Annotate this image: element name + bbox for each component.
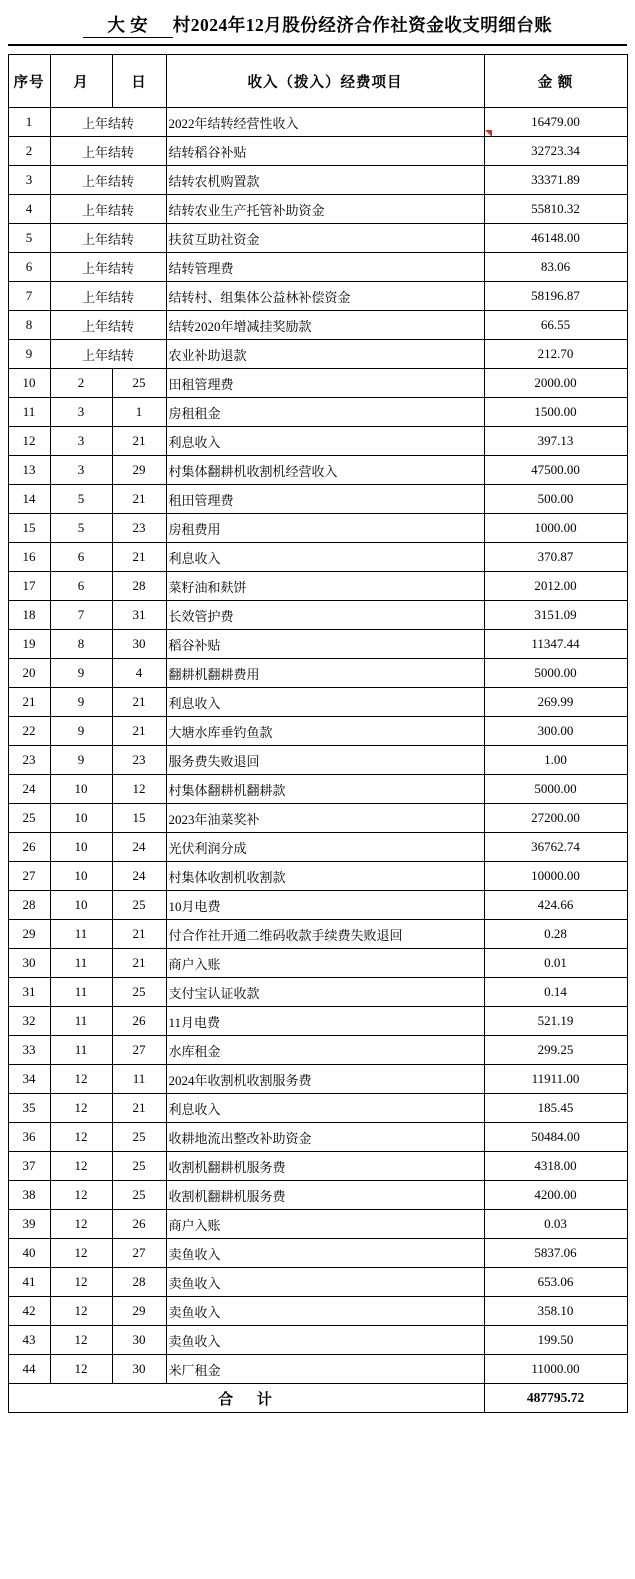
cell-amount: 10000.00 bbox=[484, 862, 627, 891]
cell-amount: 300.00 bbox=[484, 717, 627, 746]
cell-amount: 521.19 bbox=[484, 1007, 627, 1036]
table-row bbox=[8, 717, 627, 746]
cell-item: 11月电费 bbox=[166, 1007, 484, 1036]
cell-carryover: 上年结转 bbox=[50, 311, 166, 340]
cell-seq: 2 bbox=[8, 137, 50, 166]
cell-amount: 27200.00 bbox=[484, 804, 627, 833]
table-row bbox=[8, 224, 627, 253]
cell-amount: 11911.00 bbox=[484, 1065, 627, 1094]
cell-item: 利息收入 bbox=[166, 543, 484, 572]
cell-month: 12 bbox=[50, 1181, 112, 1210]
table-row bbox=[8, 369, 627, 398]
cell-day: 21 bbox=[112, 688, 166, 717]
cell-item: 稻谷补贴 bbox=[166, 630, 484, 659]
cell-seq: 4 bbox=[8, 195, 50, 224]
cell-item: 卖鱼收入 bbox=[166, 1326, 484, 1355]
cell-item: 扶贫互助社资金 bbox=[166, 224, 484, 253]
cell-seq: 24 bbox=[8, 775, 50, 804]
cell-item: 长效管护费 bbox=[166, 601, 484, 630]
village-name-blank: 大 安 bbox=[83, 12, 173, 38]
cell-amount: 199.50 bbox=[484, 1326, 627, 1355]
cell-seq: 21 bbox=[8, 688, 50, 717]
cell-amount: 4200.00 bbox=[484, 1181, 627, 1210]
cell-month: 3 bbox=[50, 456, 112, 485]
column-header-amount: 金 额 bbox=[484, 55, 627, 108]
cell-amount: 36762.74 bbox=[484, 833, 627, 862]
cell-carryover: 上年结转 bbox=[50, 340, 166, 369]
table-row bbox=[8, 746, 627, 775]
cell-item: 水库租金 bbox=[166, 1036, 484, 1065]
cell-item: 商户入账 bbox=[166, 949, 484, 978]
cell-seq: 34 bbox=[8, 1065, 50, 1094]
cell-month: 9 bbox=[50, 717, 112, 746]
cell-amount: 0.14 bbox=[484, 978, 627, 1007]
cell-month: 5 bbox=[50, 514, 112, 543]
cell-amount: 50484.00 bbox=[484, 1123, 627, 1152]
cell-amount: 33371.89 bbox=[484, 166, 627, 195]
cell-seq: 20 bbox=[8, 659, 50, 688]
table-row bbox=[8, 804, 627, 833]
cell-seq: 9 bbox=[8, 340, 50, 369]
cell-month: 6 bbox=[50, 543, 112, 572]
cell-carryover: 上年结转 bbox=[50, 108, 166, 137]
cell-day: 23 bbox=[112, 746, 166, 775]
cell-seq: 36 bbox=[8, 1123, 50, 1152]
cell-item: 翻耕机翻耕费用 bbox=[166, 659, 484, 688]
table-footer bbox=[8, 1384, 627, 1413]
cell-day: 4 bbox=[112, 659, 166, 688]
cell-day: 25 bbox=[112, 978, 166, 1007]
table-row bbox=[8, 427, 627, 456]
cell-month: 12 bbox=[50, 1152, 112, 1181]
table-row bbox=[8, 1297, 627, 1326]
cell-amount: 47500.00 bbox=[484, 456, 627, 485]
cell-month: 6 bbox=[50, 572, 112, 601]
cell-seq: 43 bbox=[8, 1326, 50, 1355]
cell-amount: 32723.34 bbox=[484, 137, 627, 166]
cell-month: 12 bbox=[50, 1065, 112, 1094]
table-row bbox=[8, 1007, 627, 1036]
cell-item: 利息收入 bbox=[166, 688, 484, 717]
cell-day: 26 bbox=[112, 1210, 166, 1239]
cell-amount: 3151.09 bbox=[484, 601, 627, 630]
table-row bbox=[8, 891, 627, 920]
cell-amount: 55810.32 bbox=[484, 195, 627, 224]
cell-item: 结转管理费 bbox=[166, 253, 484, 282]
table-row bbox=[8, 485, 627, 514]
cell-month: 3 bbox=[50, 398, 112, 427]
table-row bbox=[8, 572, 627, 601]
column-header-month: 月 bbox=[50, 55, 112, 108]
table-row bbox=[8, 630, 627, 659]
cell-month: 12 bbox=[50, 1094, 112, 1123]
table-row bbox=[8, 398, 627, 427]
cell-day: 1 bbox=[112, 398, 166, 427]
cell-item: 租田管理费 bbox=[166, 485, 484, 514]
table-row bbox=[8, 920, 627, 949]
cell-item: 付合作社开通二维码收款手续费失败退回 bbox=[166, 920, 484, 949]
table-row bbox=[8, 659, 627, 688]
cell-amount: 83.06 bbox=[484, 253, 627, 282]
cell-amount: 653.06 bbox=[484, 1268, 627, 1297]
table-row bbox=[8, 688, 627, 717]
table-header-row bbox=[8, 55, 627, 108]
table-row bbox=[8, 1210, 627, 1239]
cell-month: 9 bbox=[50, 659, 112, 688]
table-row bbox=[8, 253, 627, 282]
cell-day: 24 bbox=[112, 833, 166, 862]
cell-month: 10 bbox=[50, 775, 112, 804]
cell-amount: 500.00 bbox=[484, 485, 627, 514]
cell-amount: 11000.00 bbox=[484, 1355, 627, 1384]
cell-day: 11 bbox=[112, 1065, 166, 1094]
table-row bbox=[8, 282, 627, 311]
cell-day: 21 bbox=[112, 717, 166, 746]
cell-seq: 7 bbox=[8, 282, 50, 311]
cell-seq: 22 bbox=[8, 717, 50, 746]
cell-seq: 10 bbox=[8, 369, 50, 398]
cell-amount: 4318.00 bbox=[484, 1152, 627, 1181]
cell-seq: 18 bbox=[8, 601, 50, 630]
cell-seq: 8 bbox=[8, 311, 50, 340]
cell-item: 服务费失败退回 bbox=[166, 746, 484, 775]
cell-item: 结转农业生产托管补助资金 bbox=[166, 195, 484, 224]
cell-amount: 46148.00 bbox=[484, 224, 627, 253]
cell-seq: 25 bbox=[8, 804, 50, 833]
table-header bbox=[8, 55, 627, 108]
cell-day: 15 bbox=[112, 804, 166, 833]
cell-amount: 2000.00 bbox=[484, 369, 627, 398]
cell-seq: 28 bbox=[8, 891, 50, 920]
cell-item: 2024年收割机收割服务费 bbox=[166, 1065, 484, 1094]
cell-day: 29 bbox=[112, 1297, 166, 1326]
table-row bbox=[8, 1268, 627, 1297]
cell-seq: 32 bbox=[8, 1007, 50, 1036]
cell-item: 利息收入 bbox=[166, 1094, 484, 1123]
cell-day: 21 bbox=[112, 543, 166, 572]
table-row bbox=[8, 166, 627, 195]
cell-day: 31 bbox=[112, 601, 166, 630]
cell-seq: 33 bbox=[8, 1036, 50, 1065]
cell-month: 8 bbox=[50, 630, 112, 659]
cell-amount: 1.00 bbox=[484, 746, 627, 775]
cell-day: 27 bbox=[112, 1239, 166, 1268]
cell-amount: 66.55 bbox=[484, 311, 627, 340]
cell-day: 26 bbox=[112, 1007, 166, 1036]
cell-month: 12 bbox=[50, 1239, 112, 1268]
cell-item: 田租管理费 bbox=[166, 369, 484, 398]
cell-carryover: 上年结转 bbox=[50, 253, 166, 282]
page-title-text: 村2024年12月股份经济合作社资金收支明细台账 bbox=[172, 15, 553, 35]
cell-day: 30 bbox=[112, 1355, 166, 1384]
cell-item: 农业补助退款 bbox=[166, 340, 484, 369]
table-row bbox=[8, 978, 627, 1007]
table-row bbox=[8, 949, 627, 978]
cell-month: 11 bbox=[50, 1007, 112, 1036]
table-row bbox=[8, 1326, 627, 1355]
cell-month: 10 bbox=[50, 862, 112, 891]
cell-day: 30 bbox=[112, 630, 166, 659]
cell-month: 11 bbox=[50, 949, 112, 978]
table-row bbox=[8, 456, 627, 485]
cell-day: 25 bbox=[112, 1123, 166, 1152]
cell-day: 21 bbox=[112, 920, 166, 949]
table-row bbox=[8, 1181, 627, 1210]
cell-day: 21 bbox=[112, 427, 166, 456]
cell-amount: 5837.06 bbox=[484, 1239, 627, 1268]
cell-amount: 1000.00 bbox=[484, 514, 627, 543]
cell-amount: 370.87 bbox=[484, 543, 627, 572]
cell-item: 商户入账 bbox=[166, 1210, 484, 1239]
cell-day: 25 bbox=[112, 891, 166, 920]
cell-day: 25 bbox=[112, 1181, 166, 1210]
table-row bbox=[8, 833, 627, 862]
cell-month: 12 bbox=[50, 1123, 112, 1152]
cell-item: 卖鱼收入 bbox=[166, 1297, 484, 1326]
table-row bbox=[8, 1152, 627, 1181]
cell-seq: 41 bbox=[8, 1268, 50, 1297]
cell-month: 3 bbox=[50, 427, 112, 456]
cell-seq: 37 bbox=[8, 1152, 50, 1181]
cell-item: 卖鱼收入 bbox=[166, 1239, 484, 1268]
cell-day: 30 bbox=[112, 1326, 166, 1355]
cell-amount: 11347.44 bbox=[484, 630, 627, 659]
cell-seq: 31 bbox=[8, 978, 50, 1007]
ledger-table bbox=[8, 54, 628, 1413]
cell-item: 2023年油菜奖补 bbox=[166, 804, 484, 833]
cell-month: 11 bbox=[50, 1036, 112, 1065]
cell-amount: 0.03 bbox=[484, 1210, 627, 1239]
cell-month: 12 bbox=[50, 1326, 112, 1355]
cell-seq: 27 bbox=[8, 862, 50, 891]
cell-carryover: 上年结转 bbox=[50, 282, 166, 311]
cell-item: 米厂租金 bbox=[166, 1355, 484, 1384]
table-row bbox=[8, 1094, 627, 1123]
column-header-seq: 序号 bbox=[8, 55, 50, 108]
table-body bbox=[8, 108, 627, 1384]
total-label: 合 计 bbox=[8, 1384, 484, 1413]
cell-seq: 11 bbox=[8, 398, 50, 427]
cell-item: 卖鱼收入 bbox=[166, 1268, 484, 1297]
cell-seq: 14 bbox=[8, 485, 50, 514]
cell-item: 村集体翻耕机翻耕款 bbox=[166, 775, 484, 804]
cell-seq: 39 bbox=[8, 1210, 50, 1239]
total-amount: 487795.72 bbox=[484, 1384, 627, 1413]
table-row bbox=[8, 1355, 627, 1384]
cell-amount: 424.66 bbox=[484, 891, 627, 920]
cell-amount: 16479.00 bbox=[484, 108, 627, 137]
cell-item: 收割机翻耕机服务费 bbox=[166, 1152, 484, 1181]
cell-amount: 397.13 bbox=[484, 427, 627, 456]
cell-month: 10 bbox=[50, 804, 112, 833]
table-row bbox=[8, 1065, 627, 1094]
cell-amount: 5000.00 bbox=[484, 659, 627, 688]
cell-amount: 1500.00 bbox=[484, 398, 627, 427]
cell-seq: 5 bbox=[8, 224, 50, 253]
cell-seq: 26 bbox=[8, 833, 50, 862]
cell-seq: 13 bbox=[8, 456, 50, 485]
cell-seq: 1 bbox=[8, 108, 50, 137]
cell-seq: 30 bbox=[8, 949, 50, 978]
table-row bbox=[8, 601, 627, 630]
cell-item: 收割机翻耕机服务费 bbox=[166, 1181, 484, 1210]
table-row bbox=[8, 311, 627, 340]
cell-item: 10月电费 bbox=[166, 891, 484, 920]
cell-month: 9 bbox=[50, 746, 112, 775]
cell-month: 11 bbox=[50, 978, 112, 1007]
total-row bbox=[8, 1384, 627, 1413]
page-title bbox=[0, 0, 635, 44]
cell-seq: 12 bbox=[8, 427, 50, 456]
cell-item: 收耕地流出整改补助资金 bbox=[166, 1123, 484, 1152]
cell-day: 25 bbox=[112, 1152, 166, 1181]
cell-item: 大塘水库垂钓鱼款 bbox=[166, 717, 484, 746]
cell-day: 12 bbox=[112, 775, 166, 804]
cell-item: 结转村、组集体公益林补偿资金 bbox=[166, 282, 484, 311]
cell-month: 10 bbox=[50, 833, 112, 862]
cell-month: 5 bbox=[50, 485, 112, 514]
cell-item: 利息收入 bbox=[166, 427, 484, 456]
title-divider bbox=[8, 44, 627, 46]
cell-carryover: 上年结转 bbox=[50, 166, 166, 195]
table-row bbox=[8, 514, 627, 543]
cell-day: 28 bbox=[112, 572, 166, 601]
cell-month: 7 bbox=[50, 601, 112, 630]
cell-day: 21 bbox=[112, 1094, 166, 1123]
cell-amount: 2012.00 bbox=[484, 572, 627, 601]
cell-month: 11 bbox=[50, 920, 112, 949]
cell-seq: 38 bbox=[8, 1181, 50, 1210]
cell-item: 结转2020年增减挂奖励款 bbox=[166, 311, 484, 340]
cell-seq: 35 bbox=[8, 1094, 50, 1123]
cell-month: 9 bbox=[50, 688, 112, 717]
cell-item: 村集体收割机收割款 bbox=[166, 862, 484, 891]
cell-month: 10 bbox=[50, 891, 112, 920]
cell-amount: 58196.87 bbox=[484, 282, 627, 311]
cell-day: 29 bbox=[112, 456, 166, 485]
cell-seq: 29 bbox=[8, 920, 50, 949]
cell-day: 24 bbox=[112, 862, 166, 891]
cell-seq: 19 bbox=[8, 630, 50, 659]
cell-month: 2 bbox=[50, 369, 112, 398]
red-corner-marker bbox=[485, 130, 492, 137]
cell-amount: 358.10 bbox=[484, 1297, 627, 1326]
cell-day: 28 bbox=[112, 1268, 166, 1297]
cell-seq: 23 bbox=[8, 746, 50, 775]
table-row bbox=[8, 1123, 627, 1152]
cell-item: 2022年结转经营性收入 bbox=[166, 108, 484, 137]
cell-item: 村集体翻耕机收割机经营收入 bbox=[166, 456, 484, 485]
cell-month: 12 bbox=[50, 1297, 112, 1326]
cell-seq: 15 bbox=[8, 514, 50, 543]
cell-amount: 0.01 bbox=[484, 949, 627, 978]
cell-month: 12 bbox=[50, 1268, 112, 1297]
cell-day: 25 bbox=[112, 369, 166, 398]
cell-item: 菜籽油和麸饼 bbox=[166, 572, 484, 601]
table-row bbox=[8, 543, 627, 572]
table-row bbox=[8, 108, 627, 137]
cell-day: 21 bbox=[112, 949, 166, 978]
cell-day: 21 bbox=[112, 485, 166, 514]
cell-carryover: 上年结转 bbox=[50, 137, 166, 166]
cell-amount: 212.70 bbox=[484, 340, 627, 369]
cell-seq: 16 bbox=[8, 543, 50, 572]
cell-amount: 5000.00 bbox=[484, 775, 627, 804]
cell-month: 12 bbox=[50, 1210, 112, 1239]
cell-seq: 3 bbox=[8, 166, 50, 195]
cell-item: 支付宝认证收款 bbox=[166, 978, 484, 1007]
cell-seq: 40 bbox=[8, 1239, 50, 1268]
cell-item: 房租租金 bbox=[166, 398, 484, 427]
column-header-item: 收入（拨入）经费项目 bbox=[166, 55, 484, 108]
cell-carryover: 上年结转 bbox=[50, 195, 166, 224]
cell-seq: 6 bbox=[8, 253, 50, 282]
cell-item: 结转稻谷补贴 bbox=[166, 137, 484, 166]
cell-day: 23 bbox=[112, 514, 166, 543]
cell-seq: 42 bbox=[8, 1297, 50, 1326]
cell-carryover: 上年结转 bbox=[50, 224, 166, 253]
cell-month: 12 bbox=[50, 1355, 112, 1384]
table-row bbox=[8, 1239, 627, 1268]
cell-item: 房租费用 bbox=[166, 514, 484, 543]
cell-item: 光伏利润分成 bbox=[166, 833, 484, 862]
table-row bbox=[8, 195, 627, 224]
cell-amount: 0.28 bbox=[484, 920, 627, 949]
cell-seq: 17 bbox=[8, 572, 50, 601]
cell-day: 27 bbox=[112, 1036, 166, 1065]
table-row bbox=[8, 862, 627, 891]
table-row bbox=[8, 1036, 627, 1065]
table-row bbox=[8, 340, 627, 369]
cell-amount: 299.25 bbox=[484, 1036, 627, 1065]
table-row bbox=[8, 775, 627, 804]
cell-item: 结转农机购置款 bbox=[166, 166, 484, 195]
table-row bbox=[8, 137, 627, 166]
cell-seq: 44 bbox=[8, 1355, 50, 1384]
cell-amount: 185.45 bbox=[484, 1094, 627, 1123]
cell-amount: 269.99 bbox=[484, 688, 627, 717]
column-header-day: 日 bbox=[112, 55, 166, 108]
